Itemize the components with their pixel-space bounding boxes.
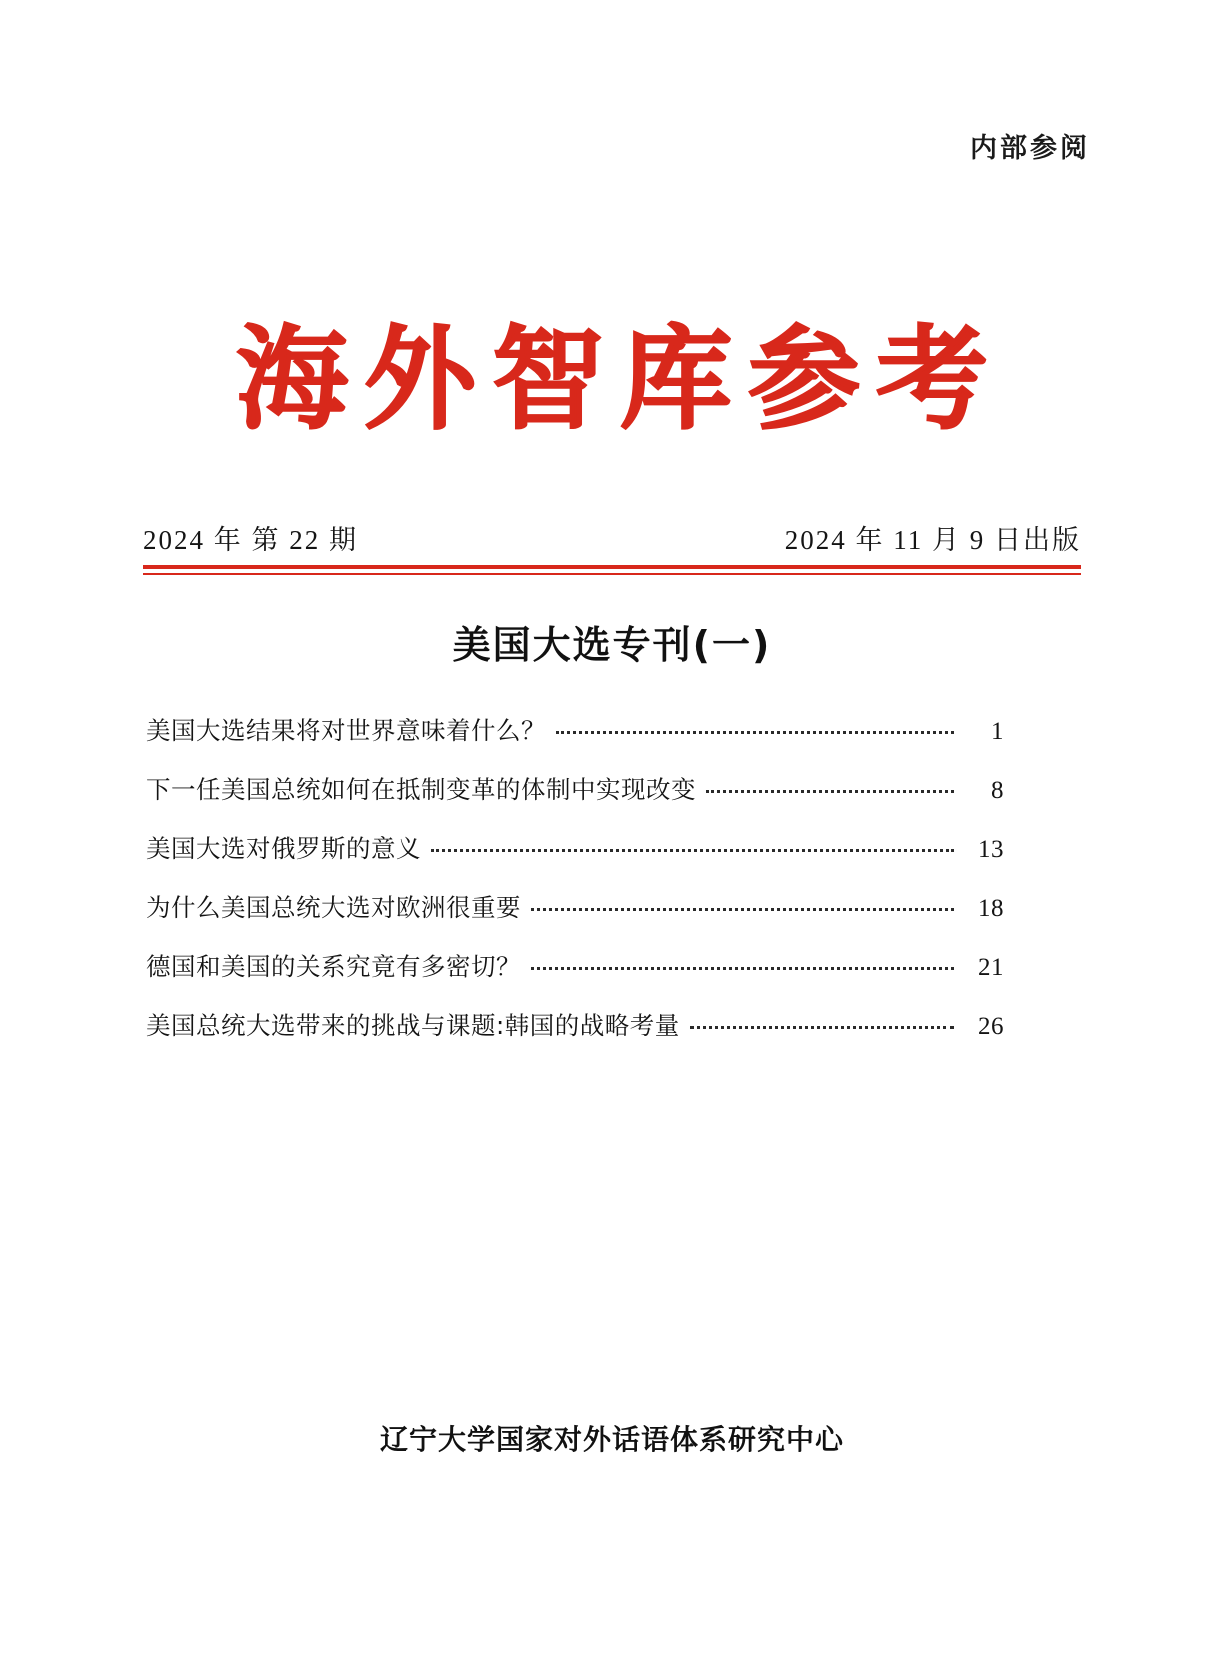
- special-issue-title: 美国大选专刊(一): [452, 623, 772, 667]
- toc-entry[interactable]: [146, 889, 1004, 948]
- toc-entry-page: 26: [978, 1013, 1004, 1040]
- toc-entry-title: 美国大选结果将对世界意味着什么？: [146, 716, 546, 745]
- toc-entry-title: 美国总统大选带来的挑战与课题:韩国的战略考量: [146, 1011, 680, 1040]
- toc-entry[interactable]: [146, 1007, 1004, 1066]
- publisher-footer: 辽宁大学国家对外话语体系研究中心: [379, 1423, 844, 1456]
- toc-entry-page: 1: [991, 718, 1004, 745]
- toc-entry-title: 下一任美国总统如何在抵制变革的体制中实现改变: [146, 775, 696, 804]
- toc-leader-dots: [531, 966, 954, 970]
- toc-entry[interactable]: [146, 771, 1004, 830]
- journal-title: 海外智库参考: [236, 314, 1004, 445]
- toc-entry-title: 美国大选对俄罗斯的意义: [146, 834, 421, 863]
- toc-leader-dots: [431, 848, 954, 852]
- issue-number: 2024 年 第 22 期: [143, 525, 358, 555]
- toc-entry[interactable]: [146, 948, 1004, 1007]
- toc-entry-page: 13: [978, 836, 1004, 863]
- toc-leader-dots: [706, 789, 954, 793]
- toc-entry-title: 为什么美国总统大选对欧洲很重要: [146, 893, 521, 922]
- toc-leader-dots: [556, 730, 954, 734]
- internal-circulation-mark: 内部参阅: [970, 133, 1090, 163]
- publication-date: 2024 年 11 月 9 日出版: [784, 525, 1081, 555]
- toc-entry-title: 德国和美国的关系究竟有多密切？: [146, 952, 521, 981]
- masthead: [0, 314, 1224, 445]
- toc-leader-dots: [531, 907, 954, 911]
- toc-leader-dots: [690, 1025, 954, 1029]
- divider-rule-thin: [143, 573, 1081, 575]
- toc-entry[interactable]: [146, 712, 1004, 771]
- table-of-contents: [146, 712, 1004, 1066]
- toc-entry-page: 18: [978, 895, 1004, 922]
- toc-entry-page: 21: [978, 954, 1004, 981]
- toc-entry-page: 8: [991, 777, 1004, 804]
- divider-double-rule: [143, 565, 1081, 575]
- toc-entry[interactable]: [146, 830, 1004, 889]
- issue-line: [143, 518, 1081, 557]
